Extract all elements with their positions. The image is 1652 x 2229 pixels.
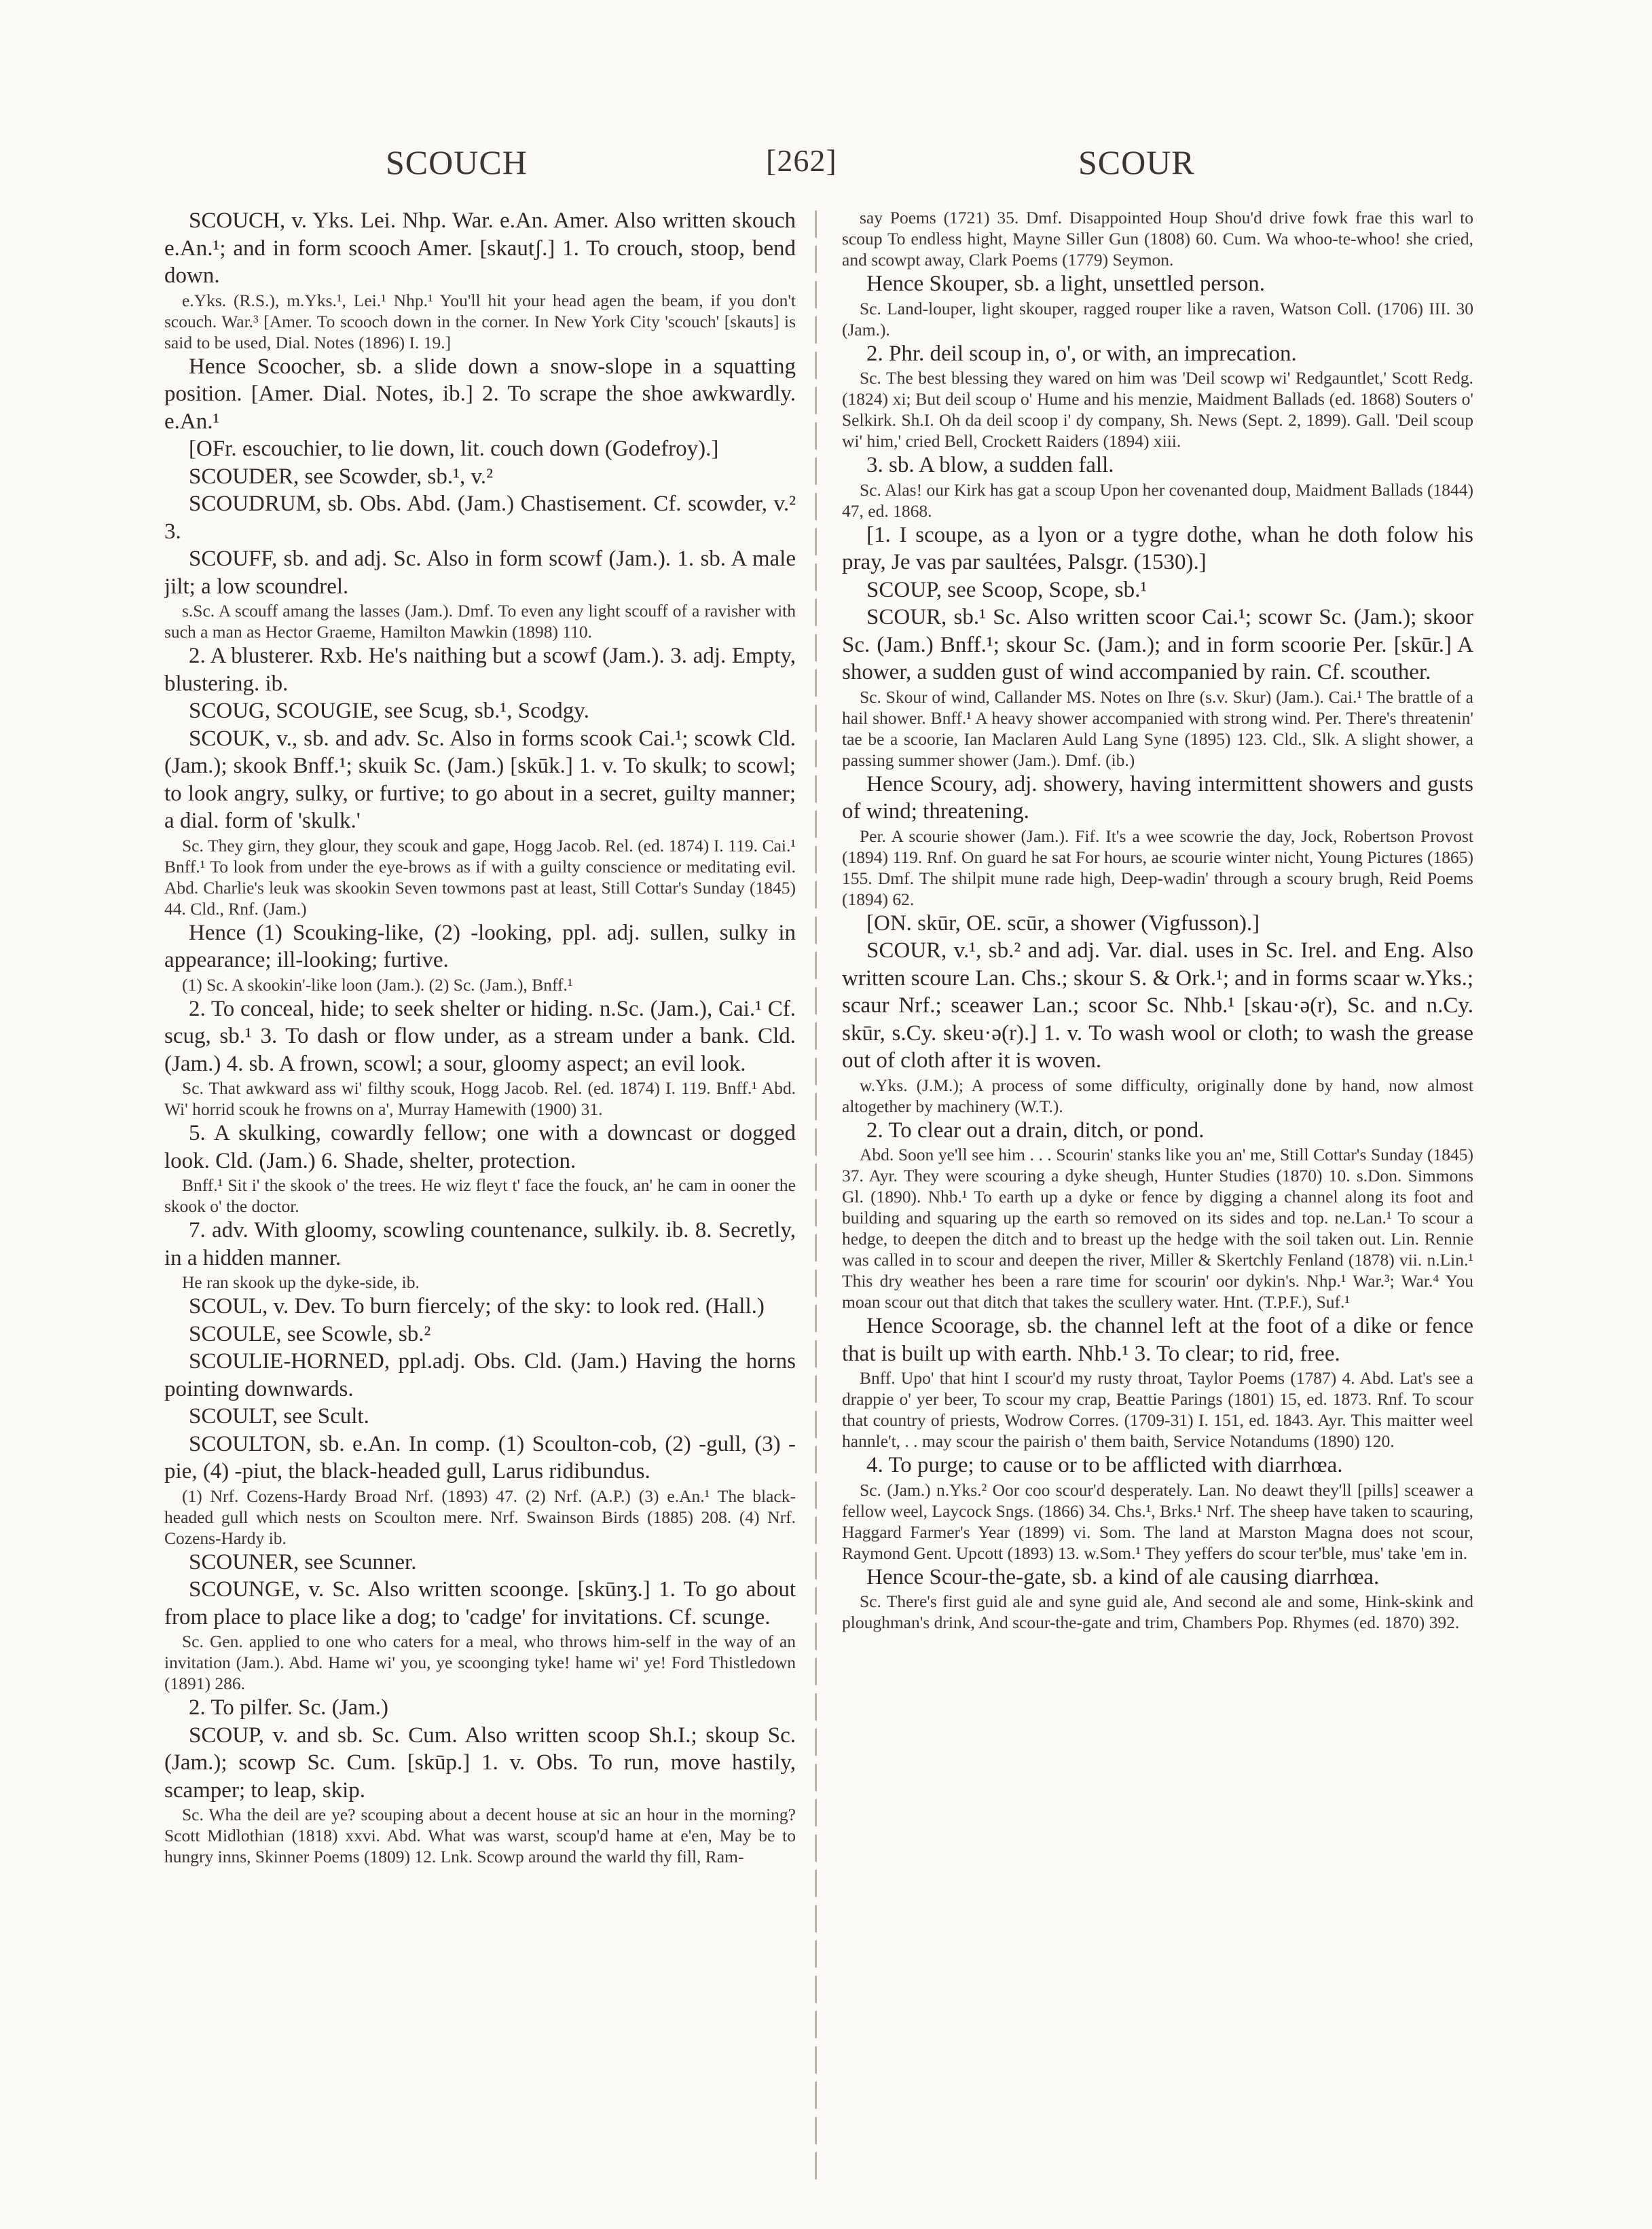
entry-paragraph: 2. To clear out a drain, ditch, or pond. (866, 1118, 1205, 1143)
entry-paragraph: SCOUG, SCOUGIE, see Scug, sb.¹, Scodgy. (189, 699, 589, 723)
citation-paragraph: Sc. There's first guid ale and syne guid ale, And second ale and some, Hink-skink and ploughman's drink, And scour-the-gate and trim, Chambers Pop. Rhymes (ed. 1870) 392. (842, 1591, 1473, 1632)
citation-paragraph: Sc. Land-louper, light skouper, ragged rouper like a raven, Watson Coll. (1706) III. 30 (Jam.). (842, 298, 1473, 339)
entry-paragraph: [1. I scoupe, as a lyon or a tygre dothe, whan he doth folow his pray, Je vas par saultées, Palsgr. (1530).] (842, 522, 1473, 574)
entry-paragraph: SCOUCH, v. Yks. Lei. Nhp. War. e.An. Amer. Also written skouch e.An.¹; and in form scooch Amer. [skautʃ.] 1. To crouch, stoop, bend down. (164, 208, 796, 288)
entry-paragraph: SCOUR, sb.¹ Sc. Also written scoor Cai.¹; scowr Sc. (Jam.); skoor Sc. (Jam.) Bnff.¹; skour Sc. (Jam.); and in form scoorie Per. [skūr.] A shower, a sudden gust of wind accompanied by rain. Cf. scouther. (842, 605, 1473, 684)
entry-paragraph: SCOUP, v. and sb. Sc. Cum. Also written scoop Sh.I.; skoup Sc. (Jam.); scowp Sc. Cum. [skūp.] 1. v. Obs. To run, move hastily, scamper; to leap, skip. (164, 1723, 796, 1803)
citation-paragraph: s.Sc. A scouff amang the lasses (Jam.). Dmf. To even any light scouff of a ravisher with such a man as Hector Graeme, Hamilton Mawkin (1898) 110. (164, 601, 796, 642)
entry-paragraph: Hence Scoorage, sb. the channel left at the foot of a dike or fence that is built up with earth. Nhb.¹ 3. To clear; to rid, free. (842, 1314, 1473, 1366)
entry-paragraph: SCOUL, v. Dev. To burn fiercely; of the sky: to look red. (Hall.) (189, 1294, 765, 1319)
entry-paragraph: 2. Phr. deil scoup in, o', or with, an imprecation. (866, 341, 1297, 366)
entry-paragraph: SCOUDRUM, sb. Obs. Abd. (Jam.) Chastisement. Cf. scowder, v.² 3. (164, 492, 796, 544)
entry-paragraph: SCOULTON, sb. e.An. In comp. (1) Scoulton-cob, (2) -gull, (3) -pie, (4) -piut, the black-headed gull, Larus ridibundus. (164, 1431, 796, 1484)
entry-paragraph: SCOUNER, see Scunner. (189, 1549, 417, 1574)
entry-paragraph: 2. To conceal, hide; to seek shelter or hiding. n.Sc. (Jam.), Cai.¹ Cf. scug, sb.¹ 3. To dash or flow under, as a stream under a bank. Cld. (Jam.) 4. sb. A frown, scowl; a sour, gloomy aspect; an evil look. (164, 996, 796, 1076)
entry-paragraph: [ON. skūr, OE. scūr, a shower (Vigfusson).] (866, 910, 1260, 936)
citation-paragraph: say Poems (1721) 35. Dmf. Disappointed Houp Shou'd drive fowk frae this warl to scoup To endless hight, Mayne Siller Gun (1808) 60. Cum. Wa whoo-te-whoo! she cried, and scowpt away, Clark Poems (1779) Seymon. (842, 208, 1473, 270)
entry-paragraph: Hence Scoury, adj. showery, having intermittent showers and gusts of wind; threatening. (842, 771, 1473, 824)
page-header (0, 143, 1652, 183)
entry-paragraph: 2. To pilfer. Sc. (Jam.) (189, 1695, 389, 1720)
citation-paragraph: Sc. (Jam.) n.Yks.² Oor coo scour'd desperately. Lan. No deawt they'll [pills] sceawer a fellow weel, Laycock Sngs. (1866) 34. Chs.¹, Brks.¹ Nrf. The sheep have taken to scauring, Haggard Farmer's Year (1899) vi. Som. The land at Marston Magna does not scour, Raymond Gent. Upcott (1893) 13. w.Som.¹ They yeffers do scour ter'ble, mus' take 'em in. (842, 1479, 1473, 1563)
entry-paragraph: Hence Scour-the-gate, sb. a kind of ale causing diarrhœa. (866, 1564, 1380, 1589)
entry-paragraph: [OFr. escouchier, to lie down, lit. couch down (Godefroy).] (189, 437, 719, 461)
citation-paragraph: He ran skook up the dyke-side, ib. (182, 1272, 420, 1292)
running-head-right: SCOUR (1078, 143, 1195, 181)
entry-paragraph: SCOUR, v.¹, sb.² and adj. Var. dial. uses in Sc. Irel. and Eng. Also written scoure Lan. Chs.; skour S. & Ork.¹; and in forms scaar w.Yks.; scaur Nrf.; sceawer Lan.; scoor Sc. Nhb.¹ [skau·ə(r), Sc. and n.Cy. skūr, s.Cy. skeu·ə(r).] 1. v. To wash wool or cloth; to wash the grease out of cloth after it is woven. (842, 938, 1473, 1073)
running-head-left: SCOUCH (386, 143, 528, 181)
entry-paragraph: SCOUK, v., sb. and adv. Sc. Also in forms scook Cai.¹; scowk Cld. (Jam.); skook Bnff.¹; skuik Sc. (Jam.) [skūk.] 1. v. To skulk; to scowl; to look angry, sulky, or furtive; to go about in a secret, guilty manner; a dial. form of 'skulk.' (164, 726, 796, 833)
entry-paragraph: SCOULIE-HORNED, ppl.adj. Obs. Cld. (Jam.) Having the horns pointing downwards. (164, 1349, 796, 1401)
citation-paragraph: Sc. They girn, they glour, they scouk and gape, Hogg Jacob. Rel. (ed. 1874) I. 119. Cai.¹ Bnff.¹ To look from under the eye-brows as if with a guilty conscience or meditating evil. Abd. Charlie's leuk was skookin Seven towmons past at least, Still Cottar's Sunday (1845) 44. Cld., Rnf. (Jam.) (164, 835, 796, 919)
citation-paragraph: (1) Sc. A skookin'-like loon (Jam.). (2) Sc. (Jam.), Bnff.¹ (182, 974, 573, 995)
entry-paragraph: SCOUDER, see Scowder, sb.¹, v.² (189, 464, 494, 489)
column-divider (815, 210, 817, 2179)
citation-paragraph: Sc. Gen. applied to one who caters for a meal, who throws him-self in the way of an invitation (Jam.). Abd. Hame wi' you, ye scoonging tyke! hame wi' ye! Ford Thistledown (1891) 286. (164, 1632, 796, 1693)
entry-paragraph: 4. To purge; to cause or to be afflicted with diarrhœa. (866, 1453, 1343, 1477)
citation-paragraph: Abd. Soon ye'll see him . . . Scourin' stanks like you an' me, Still Cottar's Sunday (1845) 37. Ayr. They were scouring a dyke sheugh, Hunter Studies (1870) 10. s.Don. Simmons Gl. (1890). Nhb.¹ To earth up a dyke or fence by digging a channel along its foot and building and squaring up the earth so removed on its sides and top. ne.Lan.¹ To scour a hedge, to deepen the ditch and to breast up the hedge with the soil taken out. Lin. Rennie was called in to scour and deepen the river, Miller & Skertchly Fenland (1878) vii. n.Lin.¹ This dry weather hes been a rare time for scourin' oor dykin's. Nhp.¹ War.³; War.⁴ You moan scour out that ditch that takes the scullery water. Hnt. (T.P.F.), Suf.¹ (842, 1145, 1473, 1312)
citation-paragraph: Bnff. Upo' that hint I scour'd my rusty throat, Taylor Poems (1787) 4. Abd. Lat's see a drappie o' yer beer, To scour my crap, Beattie Parings (1801) 15, ed. 1873. Rnf. To scour that country of priests, Wodrow Corres. (1709-31) I. 151, ed. 1843. Ayr. This maitter weel hannle't, . . may scour the pairish o' them baith, Service Notandums (1890) 120. (842, 1368, 1473, 1451)
entry-paragraph: 3. sb. A blow, a sudden fall. (866, 453, 1114, 477)
entry-paragraph: SCOUP, see Scoop, Scope, sb.¹ (866, 577, 1148, 602)
page-number: [262] (766, 143, 837, 178)
citation-paragraph: Bnff.¹ Sit i' the skook o' the trees. He wiz fleyt t' face the fouck, an' he cam in ooner the skook o' the doctor. (164, 1175, 796, 1216)
entry-paragraph: SCOULT, see Scult. (189, 1404, 369, 1429)
entry-paragraph: Hence Scoocher, sb. a slide down a snow-slope in a squatting position. [Amer. Dial. Notes, ib.] 2. To scrape the shoe awkwardly. e.An.¹ (164, 354, 796, 434)
entry-paragraph: 5. A skulking, cowardly fellow; one with a downcast or dogged look. Cld. (Jam.) 6. Shade, shelter, protection. (164, 1121, 796, 1173)
right-column (842, 207, 1473, 2217)
entry-paragraph: Hence (1) Scouking-like, (2) -looking, ppl. adj. sullen, sulky in appearance; ill-looking; furtive. (164, 920, 796, 972)
entry-paragraph: SCOUNGE, v. Sc. Also written scoonge. [skūnʒ.] 1. To go about from place to place like a dog; to 'cadge' for invitations. Cf. scunge. (164, 1577, 796, 1629)
citation-paragraph: Sc. That awkward ass wi' filthy scouk, Hogg Jacob. Rel. (ed. 1874) I. 119. Bnff.¹ Abd. Wi' horrid scouk he frowns on a', Murray Hamewith (1900) 31. (164, 1078, 796, 1119)
citation-paragraph: Sc. Skour of wind, Callander MS. Notes on Ihre (s.v. Skur) (Jam.). Cai.¹ The brattle of a hail shower. Bnff.¹ A heavy shower accompanied with strong wind. Per. There's threatenin' tae be a scoorie, Ian Maclaren Auld Lang Syne (1895) 123. Cld., Slk. A slight shower, a passing summer shower (Jam.). Dmf. (ib.) (842, 686, 1473, 770)
left-column (164, 207, 796, 2217)
citation-paragraph: w.Yks. (J.M.); A process of some difficulty, originally done by hand, now almost altogether by machinery (W.T.). (842, 1075, 1473, 1116)
citation-paragraph: Sc. The best blessing they wared on him was 'Deil scowp wi' Redgauntlet,' Scott Redg. (1824) xi; But deil scoup o' Hume and his menzie, Maidment Ballads (ed. 1868) Souters o' Selkirk. Sh.I. Oh da deil scoop i' dy company, Sh. News (Sept. 2, 1899). Gall. 'Deil scoup wi' him,' cried Bell, Crockett Raiders (1894) xiii. (842, 368, 1473, 451)
citation-paragraph: Sc. Wha the deil are ye? scouping about a decent house at sic an hour in the morning? Scott Midlothian (1818) xxvi. Abd. What was warst, scoup'd hame at e'en, May be to hungry inns, Skinner Poems (1809) 12. Lnk. Scowp around the warld thy fill, Ram- (164, 1805, 796, 1866)
entry-paragraph: 7. adv. With gloomy, scowling countenance, sulkily. ib. 8. Secretly, in a hidden manner. (164, 1218, 796, 1270)
citation-paragraph: Per. A scourie shower (Jam.). Fif. It's a wee scowrie the day, Jock, Robertson Provost (1894) 119. Rnf. On guard he sat For hours, ae scourie winter nicht, Young Pictures (1865) 155. Dmf. The shilpit mune rade high, Deep-wadin' through a scoury brugh, Reid Poems (1894) 62. (842, 826, 1473, 909)
entry-paragraph: SCOUFF, sb. and adj. Sc. Also in form scowf (Jam.). 1. sb. A male jilt; a low scoundrel. (164, 547, 796, 599)
entry-paragraph: Hence Skouper, sb. a light, unsettled person. (866, 272, 1266, 296)
entry-paragraph: 2. A blusterer. Rxb. He's naithing but a scowf (Jam.). 3. adj. Empty, blustering. ib. (164, 644, 796, 696)
citation-paragraph: Sc. Alas! our Kirk has gat a scoup Upon her covenanted doup, Maidment Ballads (1844) 47, ed. 1868. (842, 479, 1473, 521)
citation-paragraph: (1) Nrf. Cozens-Hardy Broad Nrf. (1893) 47. (2) Nrf. (A.P.) (3) e.An.¹ The black-headed gull which nests on Scoulton mere. Nrf. Swainson Birds (1885) 208. (4) Nrf. Cozens-Hardy ib. (164, 1486, 796, 1548)
citation-paragraph: e.Yks. (R.S.), m.Yks.¹, Lei.¹ Nhp.¹ You'll hit your head agen the beam, if you don't scouch. War.³ [Amer. To scooch down in the corner. In New York City 'scouch' [skauts] is said to be used, Dial. Notes (1896) I. 19.] (164, 290, 796, 352)
entry-paragraph: SCOULE, see Scowle, sb.² (189, 1321, 431, 1346)
